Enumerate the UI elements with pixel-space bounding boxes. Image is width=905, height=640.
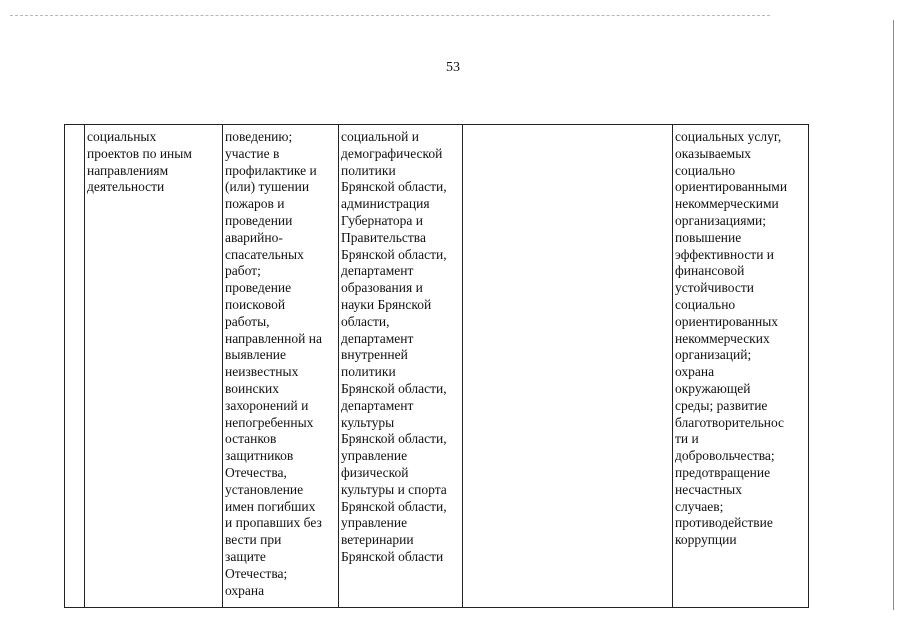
table-cell-results: социальных услуг, оказываемых социально ориентированными некоммерческими организациями; повышение эффективности и финансовой устойчивости социально ориентированных некоммерческих организаций; охрана окружающей среды; развитие благотворительнос ти и добровольчества; предотвращение несчастных случаев; противодействие коррупции (673, 125, 809, 608)
table-cell-activities: поведению; участие в профилактике и (или) тушении пожаров и проведении аварийно- спасательных работ; проведение поисковой работы, направленной на выявление неизвестных воинских захоронений и непогребенных останков защитников Отечества, установление имен погибших и пропавших без вести при защите Отечества; охрана (223, 125, 339, 608)
page-number: 53 (446, 60, 460, 75)
scan-top-edge-line (10, 15, 770, 16)
table-row (65, 125, 809, 608)
document-table (64, 124, 809, 608)
table-cell-empty (463, 125, 673, 608)
scan-right-edge-line (893, 20, 894, 610)
table-cell-executors: социальной и демографической политики Брянской области, администрация Губернатора и Правительства Брянской области, департамент образования и науки Брянской области, департамент внутренней политики Брянской области, департамент культуры Брянской области, управление физической культуры и спорта Брянской области, управление ветеринарии Брянской области (339, 125, 463, 608)
table-cell-number (65, 125, 85, 608)
table-cell-project-type: социальных проектов по иным направлениям деятельности (85, 125, 223, 608)
